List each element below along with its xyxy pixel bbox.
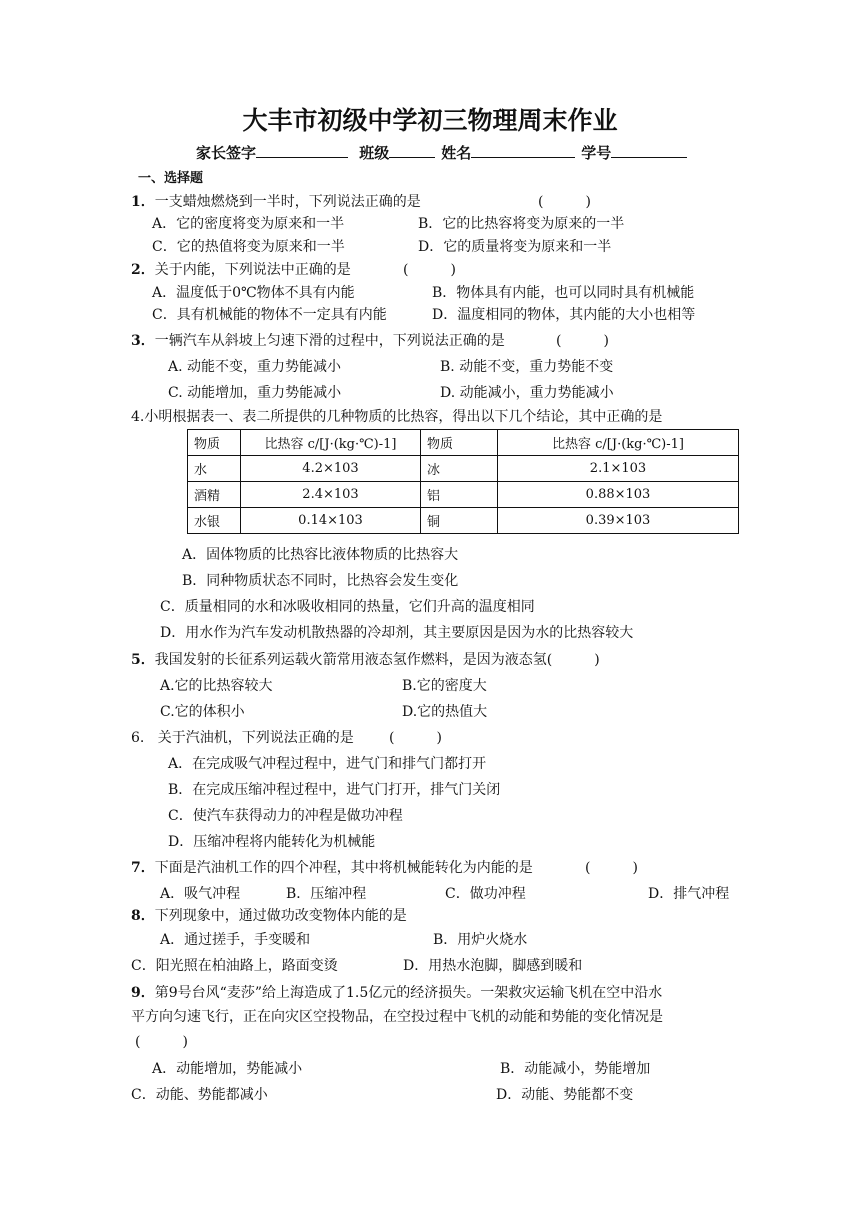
question-4-stem: 4.小明根据表一、表二所提供的几种物质的比热容，得出以下几个结论，其中正确的是 — [131, 409, 663, 425]
question-stem: 第9号台风“麦莎”给上海造成了1.5亿元的经济损失。一架救灾运输飞机在空中沿水 — [154, 985, 663, 1001]
table-cell: 水银 — [188, 508, 241, 534]
question-stem: 关于内能，下列说法中正确的是 — [154, 262, 351, 278]
specific-heat-table — [187, 429, 739, 534]
question-2 — [131, 261, 351, 279]
student-id-label: 学号 — [581, 144, 612, 162]
question-9-line-2: 平方向匀速飞行，正在向灾区空投物品，在空投过程中飞机的动能和势能的变化情况是 — [131, 1009, 663, 1025]
answer-paren: ( ) — [135, 1034, 188, 1050]
question-3 — [131, 332, 505, 350]
table-cell: 2.1×103 — [498, 456, 739, 482]
option-a: A．它的密度将变为原来和一半 — [152, 216, 345, 232]
option-d: D．排气冲程 — [648, 886, 730, 902]
option-c: C. 动能增加，重力势能减小 — [168, 385, 342, 401]
question-stem: 一辆汽车从斜坡上匀速下滑的过程中，下列说法正确的是 — [154, 333, 505, 349]
option-c: C．具有机械能的物体不一定具有内能 — [152, 307, 387, 323]
question-9-line-1 — [131, 984, 662, 1002]
table-header-cell: 物质 — [188, 430, 241, 456]
option-d: D．它的质量将变为原来和一半 — [418, 239, 612, 255]
option-b: B．它的比热容将变为原来的一半 — [418, 216, 625, 232]
question-stem: 一支蜡烛燃烧到一半时，下列说法正确的是 — [154, 194, 421, 210]
page-title: 大丰市初级中学初三物理周末作业 — [242, 106, 618, 135]
answer-paren: ( ) — [389, 730, 442, 746]
signature-line — [196, 142, 693, 163]
table-cell: 2.4×103 — [241, 482, 421, 508]
answer-paren: ( ) — [585, 860, 638, 876]
option-b: B.它的密度大 — [402, 678, 487, 694]
option-a: A．温度低于0℃物体不具有内能 — [152, 285, 355, 301]
question-number: 3． — [131, 333, 155, 349]
question-8 — [131, 907, 407, 925]
table-cell: 0.39×103 — [498, 508, 739, 534]
question-stem: 我国发射的长征系列运载火箭常用液态氢作燃料，是因为液态氢( ) — [154, 652, 600, 668]
option-b: B．用炉火烧水 — [433, 932, 528, 948]
question-number: 2． — [131, 262, 155, 278]
table-cell: 铝 — [421, 482, 498, 508]
option-c: C.它的体积小 — [160, 704, 245, 720]
table-cell: 酒精 — [188, 482, 241, 508]
parent-signature-label: 家长签字 — [196, 144, 257, 162]
class-field[interactable] — [389, 142, 435, 158]
option-a: A．动能增加，势能减小 — [152, 1061, 303, 1077]
option-a: A.它的比热容较大 — [160, 678, 273, 694]
option-c: C．做功冲程 — [445, 886, 526, 902]
option-b: B．动能减小，势能增加 — [500, 1061, 651, 1077]
table-header-cell: 物质 — [421, 430, 498, 456]
question-number: 7． — [131, 860, 155, 876]
option-a: A．固体物质的比热容比液体物质的比热容大 — [182, 547, 459, 563]
question-number: 1． — [131, 194, 155, 210]
question-number: 9． — [131, 985, 155, 1001]
name-label: 姓名 — [441, 144, 472, 162]
option-d: D．用热水泡脚，脚感到暖和 — [403, 958, 583, 974]
student-id-field[interactable] — [611, 142, 687, 158]
question-1 — [131, 193, 421, 211]
table-header-cell: 比热容 c/[J·(kg·℃)-1] — [241, 430, 421, 456]
question-number: 6. — [131, 730, 145, 746]
table-cell: 0.14×103 — [241, 508, 421, 534]
option-d: D. 动能减小，重力势能减小 — [440, 385, 614, 401]
table-row — [188, 482, 739, 508]
option-c: C．它的热值将变为原来和一半 — [152, 239, 345, 255]
option-c: C．使汽车获得动力的冲程是做功冲程 — [168, 808, 403, 824]
option-d: D.它的热值大 — [402, 704, 488, 720]
parent-signature-field[interactable] — [256, 142, 348, 158]
option-d: D．动能、势能都不变 — [496, 1087, 634, 1103]
question-stem: 下列现象中，通过做功改变物体内能的是 — [154, 908, 407, 924]
option-b: B．在完成压缩冲程过程中，进气门打开，排气门关闭 — [168, 782, 501, 798]
table-cell: 水 — [188, 456, 241, 482]
table-header-row — [188, 430, 739, 456]
question-number: 8． — [131, 908, 155, 924]
question-5 — [131, 651, 600, 669]
option-b: B．压缩冲程 — [286, 886, 367, 902]
option-b: B．物体具有内能，也可以同时具有机械能 — [432, 285, 695, 301]
option-a: A. 动能不变，重力势能减小 — [168, 359, 342, 375]
option-a: A．通过搓手，手变暖和 — [160, 932, 311, 948]
option-c: C．质量相同的水和冰吸收相同的热量，它们升高的温度相同 — [160, 599, 535, 615]
answer-paren: ( ) — [556, 333, 609, 349]
table-cell: 4.2×103 — [241, 456, 421, 482]
question-stem: 下面是汽油机工作的四个冲程，其中将机械能转化为内能的是 — [154, 860, 533, 876]
answer-paren: ( ) — [538, 194, 591, 210]
option-b: B. 动能不变，重力势能不变 — [440, 359, 614, 375]
option-c: C．动能、势能都减小 — [131, 1087, 268, 1103]
table-cell: 冰 — [421, 456, 498, 482]
option-a: A．在完成吸气冲程过程中，进气门和排气门都打开 — [168, 756, 487, 772]
option-d: D．用水作为汽车发动机散热器的冷却剂，其主要原因是因为水的比热容较大 — [160, 625, 634, 641]
option-b: B．同种物质状态不同时，比热容会发生变化 — [182, 573, 459, 589]
table-row — [188, 508, 739, 534]
name-field[interactable] — [471, 142, 575, 158]
table-header-cell: 比热容 c/[J·(kg·℃)-1] — [498, 430, 739, 456]
option-d: D．温度相同的物体，其内能的大小也相等 — [432, 307, 696, 323]
option-d: D．压缩冲程将内能转化为机械能 — [168, 834, 376, 850]
question-number: 5． — [131, 652, 155, 668]
question-6 — [131, 729, 354, 747]
question-stem: 关于汽油机，下列说法正确的是 — [157, 730, 354, 746]
table-row — [188, 456, 739, 482]
table-cell: 铜 — [421, 508, 498, 534]
answer-paren: ( ) — [403, 262, 456, 278]
question-7 — [131, 859, 533, 877]
section-heading: 一、选择题 — [138, 171, 204, 186]
class-label: 班级 — [359, 144, 390, 162]
option-c: C．阳光照在柏油路上，路面变烫 — [131, 958, 338, 974]
table-cell: 0.88×103 — [498, 482, 739, 508]
option-a: A．吸气冲程 — [160, 886, 241, 902]
